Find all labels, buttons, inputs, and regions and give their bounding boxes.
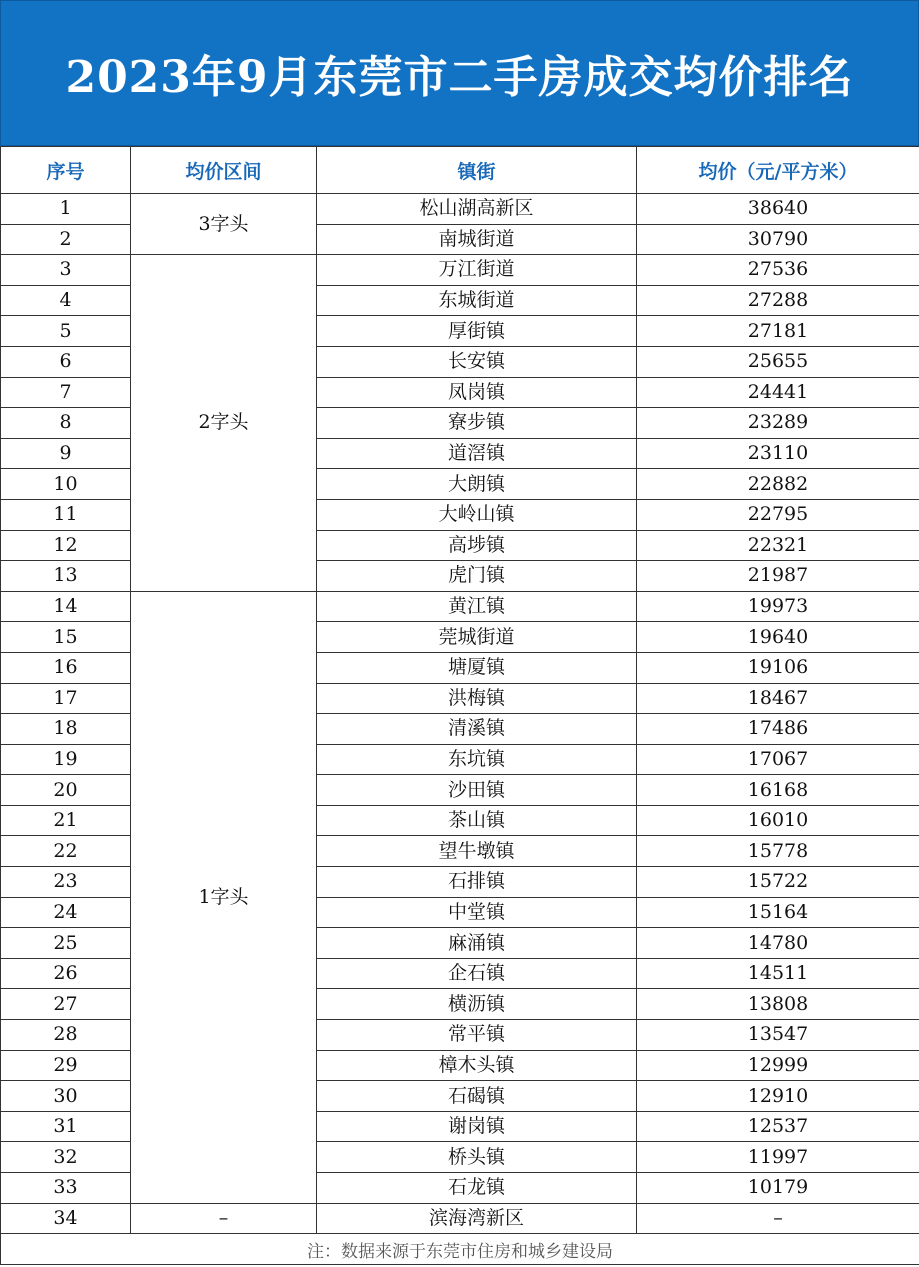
header-town: 镇街 (317, 147, 637, 194)
avg-price-cell: 13808 (637, 989, 919, 1020)
header-rank: 序号 (1, 147, 131, 194)
town-cell: 道滘镇 (317, 438, 637, 469)
town-cell: 大朗镇 (317, 469, 637, 500)
rank-cell: 3 (1, 255, 131, 286)
rank-cell: 12 (1, 530, 131, 561)
town-cell: 高埗镇 (317, 530, 637, 561)
avg-price-cell: 12537 (637, 1111, 919, 1142)
town-cell: 常平镇 (317, 1020, 637, 1051)
town-cell: 滨海湾新区 (317, 1203, 637, 1234)
town-cell: 凤岗镇 (317, 377, 637, 408)
town-cell: 石排镇 (317, 867, 637, 898)
avg-price-cell: 17067 (637, 744, 919, 775)
rank-cell: 31 (1, 1111, 131, 1142)
rank-cell: 10 (1, 469, 131, 500)
price-range-cell: – (131, 1203, 317, 1234)
source-note: 注：数据来源于东莞市住房和城乡建设局 (1, 1234, 919, 1265)
rank-cell: 26 (1, 958, 131, 989)
town-cell: 东坑镇 (317, 744, 637, 775)
avg-price-cell: 11997 (637, 1142, 919, 1173)
town-cell: 黄江镇 (317, 591, 637, 622)
rank-cell: 23 (1, 867, 131, 898)
avg-price-cell: 16168 (637, 775, 919, 806)
town-cell: 长安镇 (317, 346, 637, 377)
avg-price-cell: 21987 (637, 561, 919, 592)
avg-price-cell: 27181 (637, 316, 919, 347)
town-cell: 谢岗镇 (317, 1111, 637, 1142)
rank-cell: 33 (1, 1173, 131, 1204)
rank-cell: 5 (1, 316, 131, 347)
avg-price-cell: 25655 (637, 346, 919, 377)
avg-price-cell: 23289 (637, 408, 919, 439)
rank-cell: 15 (1, 622, 131, 653)
avg-price-cell: 22321 (637, 530, 919, 561)
rank-cell: 21 (1, 805, 131, 836)
rank-cell: 29 (1, 1050, 131, 1081)
avg-price-cell: 24441 (637, 377, 919, 408)
town-cell: 寮步镇 (317, 408, 637, 439)
avg-price-cell: 12910 (637, 1081, 919, 1112)
town-cell: 大岭山镇 (317, 499, 637, 530)
town-cell: 樟木头镇 (317, 1050, 637, 1081)
rank-cell: 22 (1, 836, 131, 867)
avg-price-cell: 30790 (637, 224, 919, 255)
price-range-cell: 2字头 (131, 255, 317, 592)
rank-cell: 8 (1, 408, 131, 439)
header-avg-price: 均价（元/平方米） (637, 147, 919, 194)
avg-price-cell: 14511 (637, 958, 919, 989)
town-cell: 松山湖高新区 (317, 194, 637, 225)
table-row (1, 194, 919, 225)
town-cell: 企石镇 (317, 958, 637, 989)
avg-price-cell: 19640 (637, 622, 919, 653)
town-cell: 沙田镇 (317, 775, 637, 806)
ranking-table (0, 146, 919, 1265)
town-cell: 洪梅镇 (317, 683, 637, 714)
rank-cell: 19 (1, 744, 131, 775)
title-banner (0, 0, 919, 146)
rank-cell: 7 (1, 377, 131, 408)
avg-price-cell: 27288 (637, 285, 919, 316)
avg-price-cell: 22882 (637, 469, 919, 500)
rank-cell: 4 (1, 285, 131, 316)
avg-price-cell: 13547 (637, 1020, 919, 1051)
town-cell: 万江街道 (317, 255, 637, 286)
avg-price-cell: 18467 (637, 683, 919, 714)
rank-cell: 32 (1, 1142, 131, 1173)
town-cell: 横沥镇 (317, 989, 637, 1020)
rank-cell: 9 (1, 438, 131, 469)
avg-price-cell: 27536 (637, 255, 919, 286)
town-cell: 厚街镇 (317, 316, 637, 347)
town-cell: 清溪镇 (317, 714, 637, 745)
town-cell: 石龙镇 (317, 1173, 637, 1204)
avg-price-cell: 10179 (637, 1173, 919, 1204)
town-cell: 茶山镇 (317, 805, 637, 836)
avg-price-cell: 23110 (637, 438, 919, 469)
price-range-cell: 1字头 (131, 591, 317, 1203)
note-row (1, 1234, 919, 1265)
avg-price-cell: 17486 (637, 714, 919, 745)
rank-cell: 16 (1, 652, 131, 683)
table-row (1, 255, 919, 286)
rank-cell: 6 (1, 346, 131, 377)
town-cell: 塘厦镇 (317, 652, 637, 683)
town-cell: 石碣镇 (317, 1081, 637, 1112)
avg-price-cell: 15778 (637, 836, 919, 867)
header-price-range: 均价区间 (131, 147, 317, 194)
avg-price-cell: 19106 (637, 652, 919, 683)
rank-cell: 13 (1, 561, 131, 592)
avg-price-cell: – (637, 1203, 919, 1234)
avg-price-cell: 22795 (637, 499, 919, 530)
town-cell: 中堂镇 (317, 897, 637, 928)
rank-cell: 28 (1, 1020, 131, 1051)
rank-cell: 24 (1, 897, 131, 928)
avg-price-cell: 38640 (637, 194, 919, 225)
town-cell: 莞城街道 (317, 622, 637, 653)
rank-cell: 17 (1, 683, 131, 714)
rank-cell: 14 (1, 591, 131, 622)
rank-cell: 20 (1, 775, 131, 806)
rank-cell: 1 (1, 194, 131, 225)
town-cell: 南城街道 (317, 224, 637, 255)
town-cell: 麻涌镇 (317, 928, 637, 959)
table-header-row (1, 147, 919, 194)
avg-price-cell: 12999 (637, 1050, 919, 1081)
avg-price-cell: 15722 (637, 867, 919, 898)
rank-cell: 27 (1, 989, 131, 1020)
avg-price-cell: 16010 (637, 805, 919, 836)
rank-cell: 11 (1, 499, 131, 530)
price-range-cell: 3字头 (131, 194, 317, 255)
town-cell: 东城街道 (317, 285, 637, 316)
rank-cell: 25 (1, 928, 131, 959)
town-cell: 虎门镇 (317, 561, 637, 592)
rank-cell: 18 (1, 714, 131, 745)
table-row (1, 1203, 919, 1234)
rank-cell: 2 (1, 224, 131, 255)
rank-cell: 34 (1, 1203, 131, 1234)
page-title: 2023年9月东莞市二手房成交均价排名 (65, 52, 854, 103)
avg-price-cell: 19973 (637, 591, 919, 622)
town-cell: 望牛墩镇 (317, 836, 637, 867)
avg-price-cell: 15164 (637, 897, 919, 928)
rank-cell: 30 (1, 1081, 131, 1112)
table-row (1, 591, 919, 622)
town-cell: 桥头镇 (317, 1142, 637, 1173)
table-body (1, 194, 919, 1234)
avg-price-cell: 14780 (637, 928, 919, 959)
